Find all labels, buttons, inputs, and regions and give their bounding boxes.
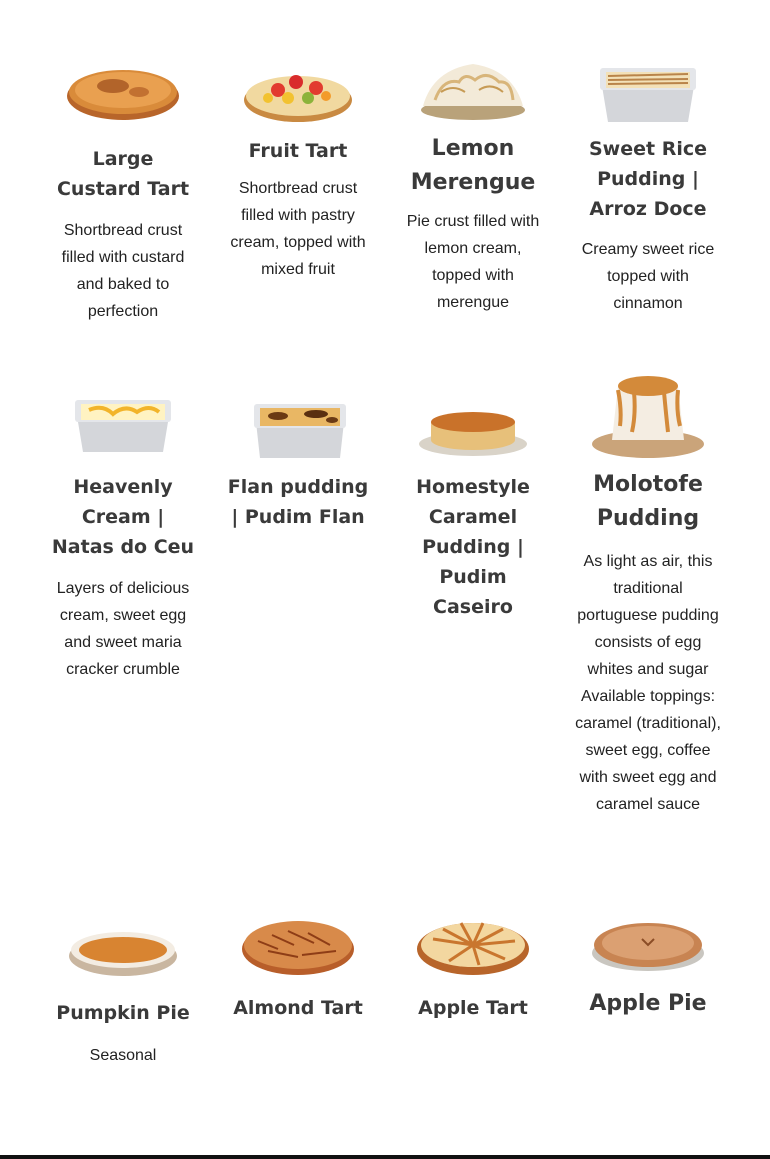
product-card[interactable] xyxy=(573,52,723,317)
flan-tray-image xyxy=(238,388,358,464)
product-description: Pie crust filled with lemon cream, topped with merengue xyxy=(406,213,540,311)
custard-tart-image xyxy=(63,52,183,128)
product-title[interactable]: Molotofe Pudding xyxy=(593,472,703,531)
product-description: Shortbread crust filled with custard and baked to perfection xyxy=(61,222,185,320)
almond-tart-image xyxy=(238,905,358,981)
product-title[interactable]: Homestyle Caramel Pudding | Pudim Caseiro xyxy=(416,476,530,618)
product-title[interactable]: Sweet Rice Pudding | Arroz Doce xyxy=(589,138,707,220)
product-card[interactable] xyxy=(223,905,373,1023)
product-description: As light as air, this traditional portuguese pudding consists of egg whites and sugar Available toppings: caramel (traditional), sweet egg, coffee with sweet egg and caramel sauce xyxy=(575,553,721,813)
product-title[interactable]: Pumpkin Pie xyxy=(56,1002,190,1024)
product-card[interactable] xyxy=(398,388,548,622)
product-card[interactable] xyxy=(573,905,723,1021)
product-title[interactable]: Large Custard Tart xyxy=(56,148,190,200)
product-description: Shortbread crust filled with pastry cream, topped with mixed fruit xyxy=(230,180,366,278)
product-description: Layers of delicious cream, sweet egg and sweet maria cracker crumble xyxy=(56,580,190,678)
product-description: Creamy sweet rice topped with cinnamon xyxy=(581,241,715,312)
product-title[interactable]: Lemon Merengue xyxy=(410,136,536,195)
heavenly-cream-tray-image xyxy=(63,388,183,464)
product-title[interactable]: Flan pudding | Pudim Flan xyxy=(227,476,369,528)
rice-pudding-tray-image xyxy=(588,52,708,128)
product-card[interactable] xyxy=(48,52,198,325)
apple-tart-image xyxy=(413,905,533,981)
product-card[interactable] xyxy=(398,52,548,316)
fruit-tart-image xyxy=(238,52,358,128)
product-card[interactable] xyxy=(223,52,373,283)
product-description: Seasonal xyxy=(89,1047,157,1064)
product-title[interactable]: Fruit Tart xyxy=(248,140,348,162)
product-title[interactable]: Almond Tart xyxy=(233,997,363,1019)
footer-divider xyxy=(0,1155,770,1159)
molotofe-pudding-image xyxy=(588,370,708,462)
product-title[interactable]: Apple Tart xyxy=(418,997,528,1019)
pumpkin-pie-image xyxy=(63,912,183,984)
product-card[interactable] xyxy=(573,370,723,818)
product-card[interactable] xyxy=(48,388,198,683)
caramel-pudding-image xyxy=(413,388,533,464)
lemon-merengue-image xyxy=(413,52,533,128)
product-card[interactable] xyxy=(223,388,373,532)
product-card[interactable] xyxy=(398,905,548,1023)
apple-pie-image xyxy=(588,905,708,981)
product-title[interactable]: Apple Pie xyxy=(589,991,707,1016)
product-title[interactable]: Heavenly Cream | Natas do Ceu xyxy=(51,476,195,558)
product-card[interactable] xyxy=(48,912,198,1069)
